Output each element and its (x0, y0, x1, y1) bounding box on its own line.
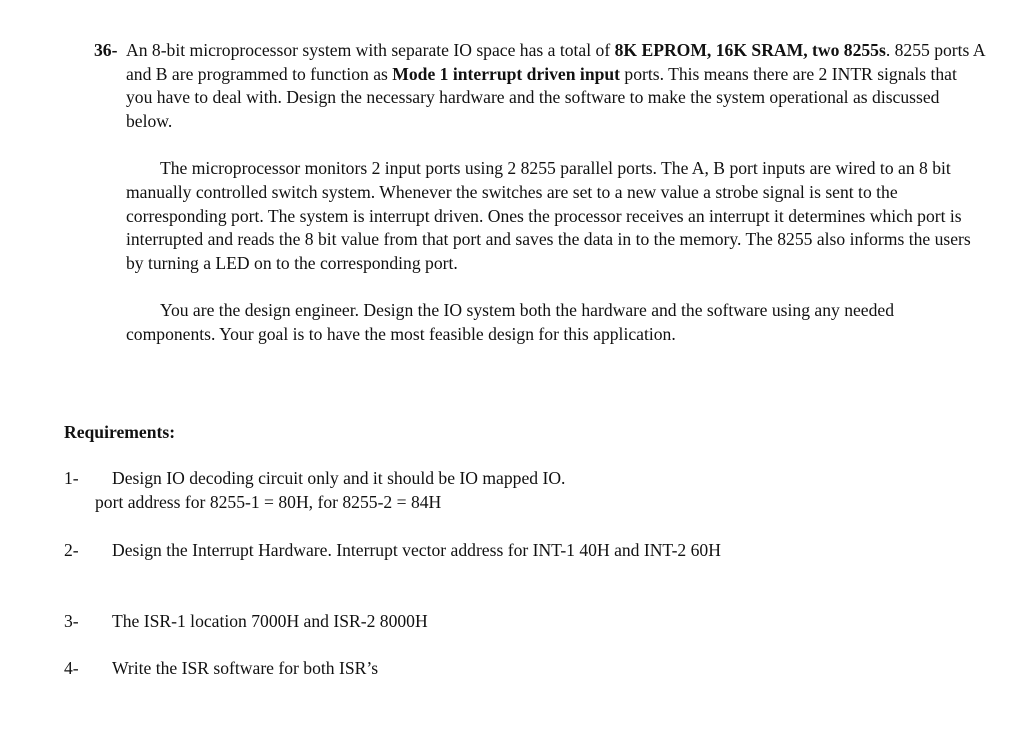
paragraph-gap (126, 275, 986, 299)
requirement-text: The ISR-1 location 7000H and ISR-2 8000H (112, 611, 428, 631)
p1-bold-mode: Mode 1 interrupt driven input (392, 63, 621, 84)
requirement-number: 3- (64, 611, 79, 631)
p1-bold-memory: 8K EPROM, 16K SRAM, (614, 40, 808, 60)
requirement-number: 1- (64, 468, 79, 488)
requirement-subtext: port address for 8255-1 = 80H, for 8255-2 = 84H (95, 491, 442, 512)
p1-bold-8255s: two 8255s (812, 40, 886, 60)
question-paragraph-2: The microprocessor monitors 2 input ports using 2 8255 parallel ports. The A, B port inputs are wired to an 8 bit manually controlled switch system. Whenever the switches are set to a new value a strobe signal is sent to the corresponding port. The system is interrupt driven. Ones the processor receives an interrupt it determines which port is interrupted and reads the 8 bit value from that port and saves the data in to the memory. The 8255 also informs the users by turning a LED on to the corresponding port. (126, 158, 971, 273)
p1-text-4: ports. This means there are 2 INTR signals that you have to deal with. Design the necessary hardware and the software to make the system operational as discussed below. (126, 63, 957, 131)
requirement-text: Write the ISR software for both ISR’s (112, 658, 379, 678)
requirement-number: 2- (64, 540, 79, 560)
requirement-number: 4- (64, 658, 79, 678)
question-number: 36- (94, 40, 118, 60)
question-paragraph-1 (126, 39, 986, 133)
requirement-text: Design the Interrupt Hardware. Interrupt vector address for INT-1 40H and INT-2 60H (112, 540, 721, 560)
paragraph-gap (126, 133, 986, 157)
question-block (94, 39, 986, 347)
requirement-text: Design IO decoding circuit only and it should be IO mapped IO. (112, 468, 566, 488)
p1-text-1: An 8-bit microprocessor system with separate IO space has a total of (126, 40, 615, 60)
requirements-heading: Requirements: (64, 422, 176, 442)
question-paragraph-3: You are the design engineer. Design the IO system both the hardware and the software using any needed components. Your goal is to have the most feasible design for this application. (126, 300, 895, 344)
p1-text-3: . 8255 ports A and B are programmed to function as (126, 40, 985, 84)
